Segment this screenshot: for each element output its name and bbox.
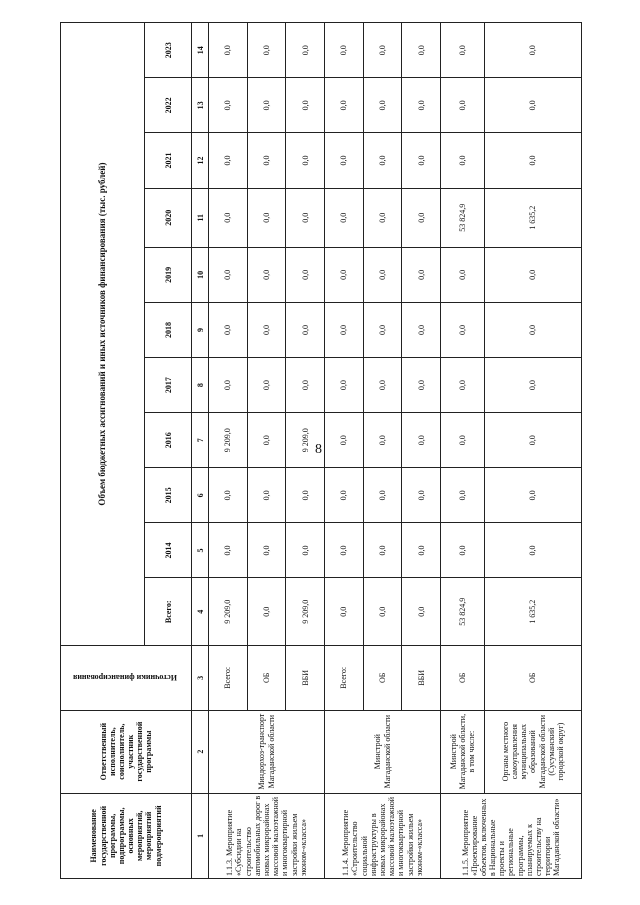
year-value: 0,0 [363, 523, 402, 578]
financing-table-rotated [60, 22, 582, 879]
year-value: 0,0 [247, 78, 286, 133]
year-value: 0,0 [325, 23, 364, 78]
column-number: 4 [192, 578, 209, 646]
year-value: 1 635,2 [485, 188, 582, 247]
table-row [325, 23, 364, 879]
year-value: 53 824,9 [441, 188, 485, 247]
activity-name: 1.1.3. Мероприятие «Субсидии на строительство автомобильных дорог в новых микрорайонах массовой малоэтажной и многоквартирной застройки жильем эконом-«класса» [209, 793, 325, 878]
year-value: 0,0 [247, 247, 286, 302]
header-year: 2015 [145, 468, 192, 523]
year-value: 0,0 [363, 133, 402, 188]
year-value: 0,0 [485, 413, 582, 468]
year-value: 0,0 [325, 468, 364, 523]
activity-name: 1.1.4. Мероприятие «Строительство социальной инфраструктуры в новых микрорайонах массовой малоэтажной и многоквартирной застройки жильем эконом-«класса» [325, 793, 441, 878]
year-value: 0,0 [441, 523, 485, 578]
year-value: 9 209,0 [209, 413, 248, 468]
year-value: 0,0 [325, 523, 364, 578]
header-col-executor: Ответственный исполнитель, соисполнитель, участник государственной программы [61, 710, 192, 793]
year-value: 0,0 [485, 358, 582, 413]
year-value: 0,0 [441, 247, 485, 302]
year-value: 0,0 [441, 468, 485, 523]
year-value: 0,0 [402, 413, 441, 468]
year-value: 0,0 [402, 188, 441, 247]
funding-source: ВБИ [286, 646, 325, 710]
header-year: 2017 [145, 358, 192, 413]
year-value: 0,0 [402, 358, 441, 413]
year-value: 0,0 [441, 413, 485, 468]
year-value: 0,0 [485, 468, 582, 523]
header-year: 2022 [145, 78, 192, 133]
year-value: 0,0 [286, 523, 325, 578]
year-value: 0,0 [247, 523, 286, 578]
column-number: 14 [192, 23, 209, 78]
year-value: 0,0 [209, 78, 248, 133]
year-value: 0,0 [363, 23, 402, 78]
total-value: 0,0 [402, 578, 441, 646]
year-value: 0,0 [247, 133, 286, 188]
year-value: 0,0 [325, 302, 364, 357]
year-value: 0,0 [286, 302, 325, 357]
year-value: 0,0 [209, 23, 248, 78]
year-value: 0,0 [286, 468, 325, 523]
year-value: 0,0 [247, 188, 286, 247]
page-number: 8 [315, 442, 322, 457]
executor: Минстрой Магаданской области, в том числе: [441, 710, 485, 793]
year-value: 0,0 [209, 358, 248, 413]
year-value: 0,0 [402, 133, 441, 188]
column-number: 11 [192, 188, 209, 247]
column-number: 2 [192, 710, 209, 793]
header-total: Всего: [145, 578, 192, 646]
year-value: 0,0 [247, 302, 286, 357]
header-year: 2016 [145, 413, 192, 468]
year-value: 9 209,0 [286, 413, 325, 468]
year-value: 0,0 [363, 78, 402, 133]
year-value: 0,0 [363, 247, 402, 302]
year-value: 0,0 [325, 247, 364, 302]
year-value: 0,0 [209, 247, 248, 302]
column-number: 12 [192, 133, 209, 188]
column-number: 10 [192, 247, 209, 302]
year-value: 0,0 [363, 468, 402, 523]
column-number: 9 [192, 302, 209, 357]
column-number: 5 [192, 523, 209, 578]
year-value: 0,0 [286, 358, 325, 413]
header-row [61, 23, 145, 879]
total-value: 1 635,2 [485, 578, 582, 646]
year-value: 0,0 [485, 23, 582, 78]
header-col-name: Наименование государственной программы, подпрограммы, основных мероприятий, мероприятий подмероприятий [61, 793, 192, 878]
year-value: 0,0 [247, 358, 286, 413]
year-value: 0,0 [286, 133, 325, 188]
funding-source: ОБ [485, 646, 582, 710]
header-year: 2023 [145, 23, 192, 78]
executor: Миндорхоз-транспорт Магаданской области [209, 710, 325, 793]
year-value: 0,0 [325, 358, 364, 413]
column-number: 7 [192, 413, 209, 468]
total-value: 9 209,0 [209, 578, 248, 646]
year-value: 0,0 [209, 188, 248, 247]
year-value: 0,0 [325, 188, 364, 247]
total-value: 0,0 [247, 578, 286, 646]
header-year: 2014 [145, 523, 192, 578]
executor: Минстрой Магаданской области [325, 710, 441, 793]
year-value: 0,0 [485, 247, 582, 302]
table-row [209, 23, 248, 879]
year-value: 0,0 [441, 358, 485, 413]
column-number: 8 [192, 358, 209, 413]
header-funding: Объем бюджетных ассигнований и иных источников финансирования (тыс. рублей) [61, 23, 145, 646]
year-value: 0,0 [209, 523, 248, 578]
funding-source: Всего: [209, 646, 248, 710]
year-value: 0,0 [485, 302, 582, 357]
header-year: 2019 [145, 247, 192, 302]
year-value: 0,0 [363, 188, 402, 247]
year-value: 0,0 [247, 23, 286, 78]
rotated-page-area [60, 22, 582, 879]
year-value: 0,0 [286, 23, 325, 78]
year-value: 0,0 [402, 247, 441, 302]
year-value: 0,0 [485, 78, 582, 133]
column-number: 1 [192, 793, 209, 878]
total-value: 9 209,0 [286, 578, 325, 646]
year-value: 0,0 [441, 302, 485, 357]
year-value: 0,0 [247, 468, 286, 523]
header-col-source-text: Источники финансирования [72, 673, 177, 683]
funding-source: ОБ [247, 646, 286, 710]
year-value: 0,0 [286, 78, 325, 133]
header-numbers-row [192, 23, 209, 879]
total-value: 0,0 [363, 578, 402, 646]
year-value: 0,0 [325, 133, 364, 188]
year-value: 0,0 [485, 523, 582, 578]
header-year: 2018 [145, 302, 192, 357]
year-value: 0,0 [209, 468, 248, 523]
funding-source: Всего: [325, 646, 364, 710]
column-number: 6 [192, 468, 209, 523]
year-value: 0,0 [402, 78, 441, 133]
year-value: 0,0 [209, 302, 248, 357]
year-value: 0,0 [363, 302, 402, 357]
header-year: 2021 [145, 133, 192, 188]
year-value: 0,0 [441, 78, 485, 133]
year-value: 0,0 [402, 468, 441, 523]
year-value: 0,0 [286, 247, 325, 302]
table-row [441, 23, 485, 879]
year-value: 0,0 [325, 78, 364, 133]
funding-source: ОБ [363, 646, 402, 710]
year-value: 0,0 [441, 23, 485, 78]
year-value: 0,0 [441, 133, 485, 188]
header-col-source [61, 646, 192, 710]
column-number: 13 [192, 78, 209, 133]
total-value: 0,0 [325, 578, 364, 646]
year-value: 0,0 [363, 413, 402, 468]
year-value: 0,0 [209, 133, 248, 188]
funding-source: ВБИ [402, 646, 441, 710]
financing-table [60, 22, 582, 879]
executor: Органы местного самоуправления муниципальных образований Магаданской области (Сусуманский городской округ) [485, 710, 582, 793]
year-value: 0,0 [286, 188, 325, 247]
year-value: 0,0 [402, 302, 441, 357]
year-value: 0,0 [485, 133, 582, 188]
table-row [485, 23, 582, 879]
year-value: 0,0 [363, 358, 402, 413]
year-value: 0,0 [247, 413, 286, 468]
total-value: 53 824,9 [441, 578, 485, 646]
header-year: 2020 [145, 188, 192, 247]
year-value: 0,0 [402, 23, 441, 78]
column-number: 3 [192, 646, 209, 710]
activity-name: 1.1.5. Мероприятие «Проектирование объектов, включенных в Национальные проекты и региональные программы, планируемых к строительству на территории Магаданской области» [441, 793, 582, 878]
year-value: 0,0 [402, 523, 441, 578]
year-value: 0,0 [325, 413, 364, 468]
funding-source: ОБ [441, 646, 485, 710]
